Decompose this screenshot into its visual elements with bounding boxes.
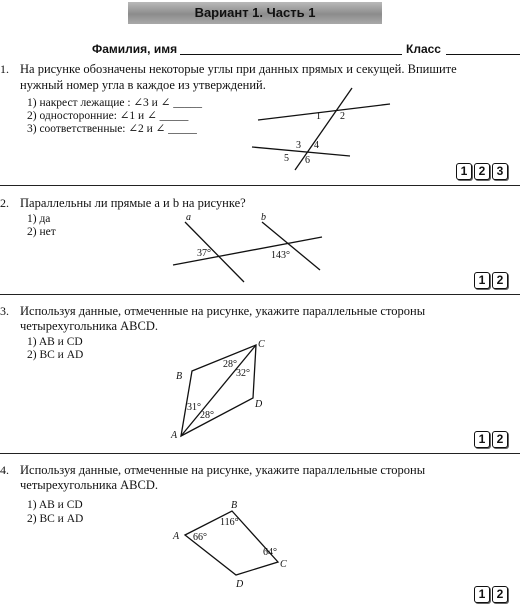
angle-label: 28° xyxy=(223,359,237,370)
answer-badge[interactable]: 1 xyxy=(456,163,472,180)
answer-badge[interactable]: 2 xyxy=(492,586,508,603)
vertex-label-c: C xyxy=(280,559,287,570)
vertex-label-d: D xyxy=(236,579,244,590)
answer-badge[interactable]: 2 xyxy=(492,431,508,448)
task-text: нужный номер угла в каждое из утверждений. xyxy=(20,78,266,92)
angle-label: 32° xyxy=(236,368,250,379)
answer-badge[interactable]: 1 xyxy=(474,586,490,603)
angle-label: 28° xyxy=(200,410,214,421)
answer-badge[interactable]: 3 xyxy=(492,163,508,180)
angle-label: 5 xyxy=(284,153,289,164)
angle-label: 37° xyxy=(197,248,211,259)
vertex-label-a: A xyxy=(173,531,180,542)
angle-label: 31° xyxy=(187,402,201,413)
name-label: Фамилия, имя xyxy=(92,42,178,56)
answer-badge[interactable]: 1 xyxy=(474,272,490,289)
answer-badge[interactable]: 1 xyxy=(474,431,490,448)
task-text: Используя данные, отмеченные на рисунке, укажите параллельные стороны xyxy=(20,463,426,477)
answer-option: 2) BC и AD xyxy=(27,349,84,361)
answer-option: 1) AB и CD xyxy=(27,499,83,511)
angle-label: 1 xyxy=(316,111,321,122)
answer-badges xyxy=(474,586,508,603)
angle-label: 66° xyxy=(193,532,207,543)
task-text: Параллельны ли прямые a и b на рисунке? xyxy=(20,196,246,210)
angle-label: 2 xyxy=(340,111,345,122)
answer-option: 1) накрест лежащие : ∠3 и ∠ _____ xyxy=(27,97,202,109)
variant-banner: Вариант 1. Часть 1 xyxy=(128,2,382,24)
task-number: 3. xyxy=(0,304,9,318)
task-number: 2. xyxy=(0,196,9,210)
answer-option: 2) односторонние: ∠1 и ∠ _____ xyxy=(27,110,189,122)
angle-label: 4 xyxy=(314,140,319,151)
line-label-b: b xyxy=(261,212,266,223)
answer-option: 3) соответственные: ∠2 и ∠ _____ xyxy=(27,123,197,135)
vertex-label-b: B xyxy=(231,500,238,511)
class-label: Класс xyxy=(406,42,441,56)
angle-label: 6 xyxy=(305,155,310,166)
task-text: Используя данные, отмеченные на рисунке, укажите параллельные стороны xyxy=(20,304,426,318)
angle-label: 64° xyxy=(263,547,277,558)
angle-label: 116° xyxy=(220,517,239,528)
vertex-label-a: A xyxy=(171,430,178,441)
task-text: На рисунке обозначены некоторые углы при данных прямых и секущей. Впишите xyxy=(20,62,457,76)
line-label-a: a xyxy=(186,212,191,223)
task-text: четырехугольника ABCD. xyxy=(20,319,158,333)
task-number: 1. xyxy=(0,62,9,76)
vertex-label-d: D xyxy=(255,399,263,410)
task-number: 4. xyxy=(0,463,9,477)
vertex-label-b: B xyxy=(176,371,183,382)
answer-option: 1) AB и CD xyxy=(27,336,83,348)
angle-label: 143° xyxy=(271,250,290,261)
task-text: четырехугольника ABCD. xyxy=(20,478,158,492)
angle-label: 3 xyxy=(296,140,301,151)
answer-badge[interactable]: 2 xyxy=(474,163,490,180)
vertex-label-c: C xyxy=(258,339,265,350)
answer-option: 2) нет xyxy=(27,226,56,238)
answer-badge[interactable]: 2 xyxy=(492,272,508,289)
answer-option: 2) BC и AD xyxy=(27,513,84,525)
answer-option: 1) да xyxy=(27,213,51,225)
